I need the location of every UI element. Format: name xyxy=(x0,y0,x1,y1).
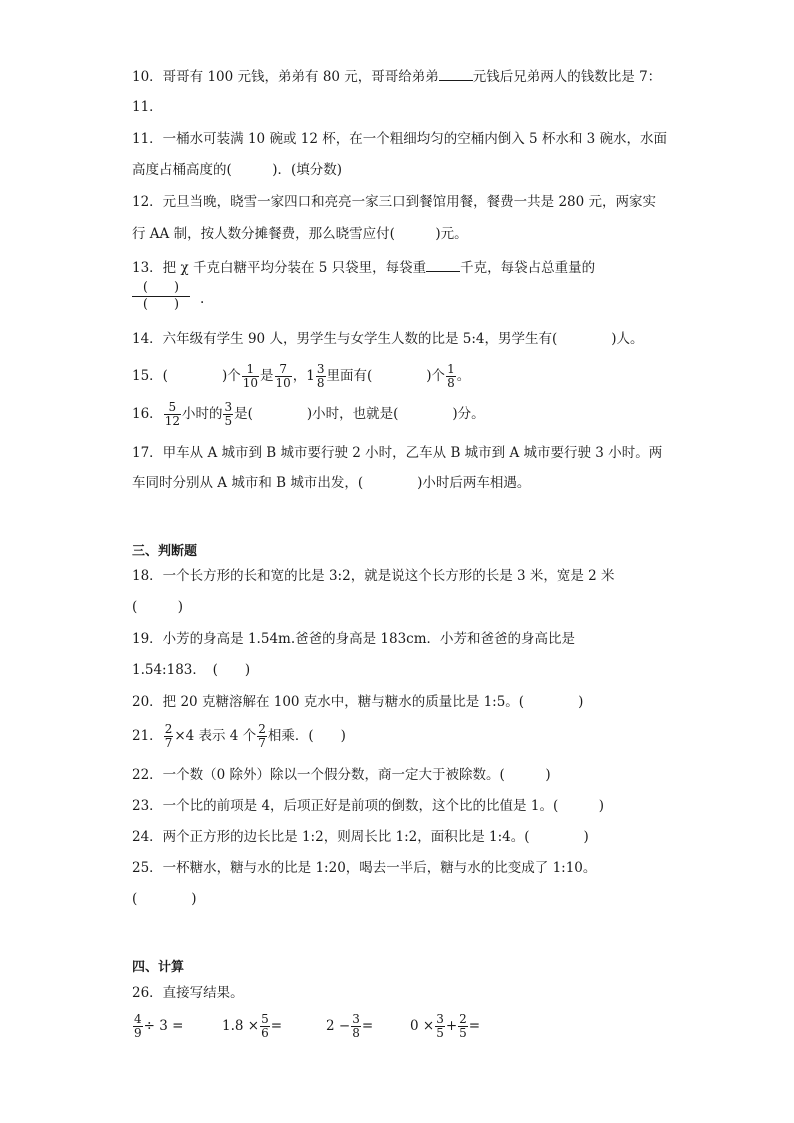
question-12-line-1: 12．元旦当晚，晓雪一家四口和亮亮一家三口到餐馆用餐，餐费一共是 280 元，两家实 xyxy=(132,194,657,210)
q16-text-a: 16． xyxy=(132,406,163,422)
question-13-line-1 xyxy=(132,257,595,277)
fraction xyxy=(260,1013,270,1040)
q15-text-e: 。 xyxy=(456,368,471,384)
section-heading-calculation: 四、计算 xyxy=(132,960,185,975)
expression-prefix: 0 × xyxy=(410,1018,435,1034)
fraction-denominator: 5 xyxy=(436,1026,444,1040)
q15-text-b: 是 xyxy=(260,368,274,384)
fraction-numerator: 1 xyxy=(447,362,455,376)
fraction-numerator: 5 xyxy=(261,1012,269,1026)
calc-expression-1 xyxy=(132,1011,183,1041)
question-14: 14．六年级有学生 90 人，男学生与女学生人数的比是 5:4，男学生有( )人。 xyxy=(132,331,644,347)
fraction-numerator: 2 xyxy=(258,722,266,736)
fraction-numerator: ( ) xyxy=(132,280,190,297)
fraction-denominator: 7 xyxy=(164,736,173,750)
fraction xyxy=(257,723,267,750)
fraction xyxy=(458,1013,468,1040)
question-16 xyxy=(132,400,485,428)
fraction-denominator: 8 xyxy=(447,376,455,390)
fraction-denominator: ( ) xyxy=(142,297,180,312)
expression-rest: = xyxy=(468,1018,481,1034)
q21-text-c: 相乘．( ) xyxy=(267,728,346,744)
fraction xyxy=(351,1013,361,1040)
fraction-numerator: 5 xyxy=(164,401,181,415)
section-heading-judgment: 三、判断题 xyxy=(132,544,198,559)
expression-operator: + xyxy=(445,1018,458,1034)
fraction-numerator: 3 xyxy=(316,362,325,376)
calc-expression-4 xyxy=(410,1011,480,1041)
answer-blank xyxy=(439,66,473,81)
question-20: 20．把 20 克糖溶解在 100 克水中，糖与糖水的质量比是 1:5。( ) xyxy=(132,694,584,710)
q15-text-d: 里面有( )个 xyxy=(326,368,446,384)
expression-prefix: 1.8 × xyxy=(222,1018,260,1034)
question-15 xyxy=(132,362,470,390)
fraction-denominator: 12 xyxy=(164,414,180,428)
q13-end-mark: . xyxy=(200,291,205,307)
fraction-denominator: 5 xyxy=(459,1026,467,1040)
question-18-line-1: 18．一个长方形的长和宽的比是 3:2，就是说这个长方形的长是 3 米，宽是 2 米 xyxy=(132,568,615,584)
q13-answer-fraction xyxy=(132,280,190,313)
fraction-numerator: 3 xyxy=(224,400,233,414)
fraction-denominator: 8 xyxy=(316,376,325,390)
question-26-title: 26．直接写结果。 xyxy=(132,985,244,1001)
fraction xyxy=(435,1013,445,1040)
fraction xyxy=(223,401,233,428)
q10-text-a: 10．哥哥有 100 元钱，弟弟有 80 元，哥哥给弟弟 xyxy=(132,69,439,85)
question-22: 22．一个数（0 除外）除以一个假分数，商一定大于被除数。( ) xyxy=(132,767,551,783)
answer-blank xyxy=(426,257,460,272)
fraction-denominator: 7 xyxy=(258,736,266,750)
fraction xyxy=(316,363,326,390)
fraction-numerator: 4 xyxy=(134,1012,142,1026)
q21-text-b: ×4 表示 4 个 xyxy=(174,728,257,744)
expression-rest: = xyxy=(361,1018,374,1034)
fraction-numerator: 1 xyxy=(242,363,259,377)
fraction-numerator: 7 xyxy=(275,363,292,377)
q10-text-b: 元钱后兄弟两人的钱数比是 7： xyxy=(472,69,662,85)
fraction xyxy=(275,363,292,390)
fraction-numerator: 3 xyxy=(436,1012,444,1026)
q15-text-c: ， xyxy=(292,368,307,384)
fraction-denominator: 5 xyxy=(224,414,233,428)
q21-text-a: 21． xyxy=(132,728,163,744)
fraction xyxy=(446,363,456,390)
calc-expression-3 xyxy=(326,1011,373,1041)
fraction-denominator: 10 xyxy=(275,376,291,390)
fraction-denominator: 8 xyxy=(352,1026,360,1040)
fraction-denominator: 9 xyxy=(134,1026,142,1040)
question-17-line-1: 17．甲车从 A 城市到 B 城市要行驶 2 小时，乙车从 B 城市到 A 城市要行驶 3 小时。两 xyxy=(132,445,663,461)
fraction-numerator: 3 xyxy=(352,1012,360,1026)
q15-text-a: 15．( )个 xyxy=(132,368,241,384)
question-11-line-1: 11．一桶水可装满 10 碗或 12 杯，在一个粗细均匀的空桶内倒入 5 杯水和 3 碗水，水面 xyxy=(132,131,668,147)
q13-text-b: 千克，每袋占总重量的 xyxy=(460,260,596,276)
question-25-line-1: 25．一杯糖水，糖与水的比是 1:20，喝去一半后，糖与水的比变成了 1:10。 xyxy=(132,860,597,876)
question-23: 23．一个比的前项是 4，后项正好是前项的倒数，这个比的比值是 1。( ) xyxy=(132,798,604,814)
question-21 xyxy=(132,722,346,750)
question-12-line-2: 行 AA 制，按人数分摊餐费，那么晓雪应付( )元。 xyxy=(132,226,468,242)
expression-rest: ÷ 3 = xyxy=(143,1018,184,1034)
question-18-line-2: ( ) xyxy=(132,599,184,615)
fraction-numerator: 2 xyxy=(164,722,173,736)
mixed-number xyxy=(306,362,326,390)
q16-text-c: 是( )小时，也就是( )分。 xyxy=(234,406,485,422)
calc-expression-2 xyxy=(222,1011,282,1041)
question-19-line-1: 19．小芳的身高是 1.54m.爸爸的身高是 183cm．小芳和爸爸的身高比是 xyxy=(132,631,576,647)
expression-prefix: 2 − xyxy=(326,1018,351,1034)
q16-text-b: 小时的 xyxy=(181,406,223,422)
fraction-numerator: 2 xyxy=(459,1012,467,1026)
fraction xyxy=(164,723,174,750)
question-25-line-2: ( ) xyxy=(132,891,197,907)
fraction-denominator: 10 xyxy=(242,376,258,390)
question-11-line-2: 高度占桶高度的( )．(填分数) xyxy=(132,162,343,178)
mixed-number-whole: 1 xyxy=(306,368,315,384)
q13-text-a: 13．把 χ 千克白糖平均分装在 5 只袋里，每袋重 xyxy=(132,260,427,276)
fraction xyxy=(133,1013,143,1040)
question-24: 24．两个正方形的边长比是 1:2，则周长比 1:2，面积比是 1:4。( ) xyxy=(132,829,589,845)
fraction xyxy=(242,363,259,390)
question-17-line-2: 车同时分别从 A 城市和 B 城市出发，( )小时后两车相遇。 xyxy=(132,475,531,491)
question-10-line-2: 11． xyxy=(132,99,163,115)
fraction xyxy=(164,401,181,428)
expression-rest: = xyxy=(270,1018,283,1034)
fraction-denominator: 6 xyxy=(261,1026,269,1040)
question-10-line-1 xyxy=(132,66,661,86)
question-19-line-2: 1.54:183． ( ) xyxy=(132,662,251,678)
